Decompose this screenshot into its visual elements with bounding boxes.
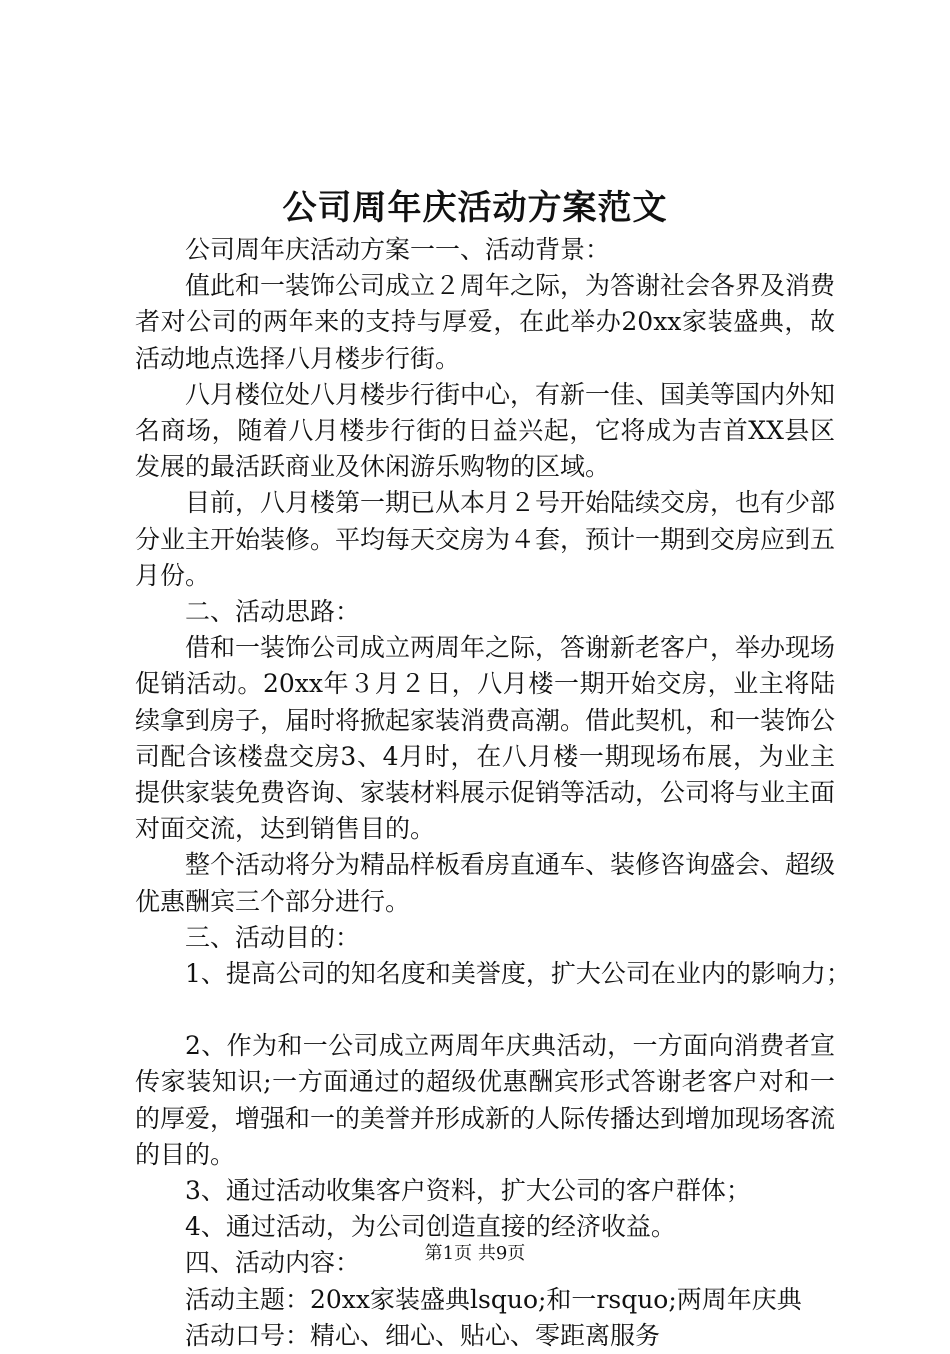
section-heading-approach: 二、活动思路：: [185, 597, 361, 627]
paragraph-intro-heading: 公司周年庆活动方案一一、活动背景：: [185, 235, 611, 264]
section-heading-goals: 三、活动目的：: [185, 922, 361, 952]
section-heading-content: 四、活动内容：: [185, 1248, 361, 1278]
document-title: 公司周年庆活动方案范文: [282, 188, 668, 228]
document-body: [135, 232, 851, 1354]
paragraph-activity-parts: 整个活动将分为精品样板看房直通车、装修咨询盛会、超级优惠酬宾三个部分进行。: [135, 850, 836, 916]
goal-item-3: 3、通过活动收集客户资料，扩大公司的客户群体；: [185, 1176, 751, 1206]
page-footer: 第1页 共9页: [424, 1243, 526, 1264]
activity-theme: 活动主题：20xx家装盛典lsquo;和一rsquo;两周年庆典: [185, 1284, 802, 1314]
blank-line: [135, 992, 835, 1028]
activity-slogan: 活动口号：精心、细心、贴心、零距离服务: [185, 1320, 661, 1350]
paragraph-background: 值此和一装饰公司成立２周年之际，为答谢社会各界及消费者对公司的两年来的支持与厚爱，在此举办20xx家装盛典，故活动地点选择八月楼步行街。: [135, 271, 836, 373]
paragraph-current-status: 目前，八月楼第一期已从本月２号开始陆续交房，也有少部分业主开始装修。平均每天交房为４套，预计一期到交房应到五月份。: [135, 488, 836, 590]
paragraph-location: 八月楼位处八月楼步行街中心，有新一佳、国美等国内外知名商场，随着八月楼步行街的日益兴起，它将成为吉首XX县区发展的最活跃商业及休闲游乐购物的区域。: [135, 379, 836, 482]
goal-item-1: 1、提高公司的知名度和美誉度，扩大公司在业内的影响力；: [185, 959, 851, 989]
paragraph-approach: 借和一装饰公司成立两周年之际，答谢新老客户，举办现场促销活动。20xx年３月２日，八月楼一期开始交房，业主将陆续拿到房子，届时将掀起家装消费高潮。借此契机，和一装饰公司配合该楼盘交房3、4月时，在八月楼一期现场布展，为业主提供家装免费咨询、家装材料展示促销等活动，公司将与业主面对面交流，达到销售目的。: [135, 633, 836, 844]
goal-item-4: 4、通过活动，为公司创造直接的经济收益。: [185, 1212, 676, 1242]
goal-item-2: 2、作为和一公司成立两周年庆典活动，一方面向消费者宣传家装知识;一方面通过的超级优惠酬宾形式答谢老客户对和一的厚爱，增强和一的美誉并形成新的人际传播达到增加现场客流的目的。: [135, 1031, 836, 1169]
